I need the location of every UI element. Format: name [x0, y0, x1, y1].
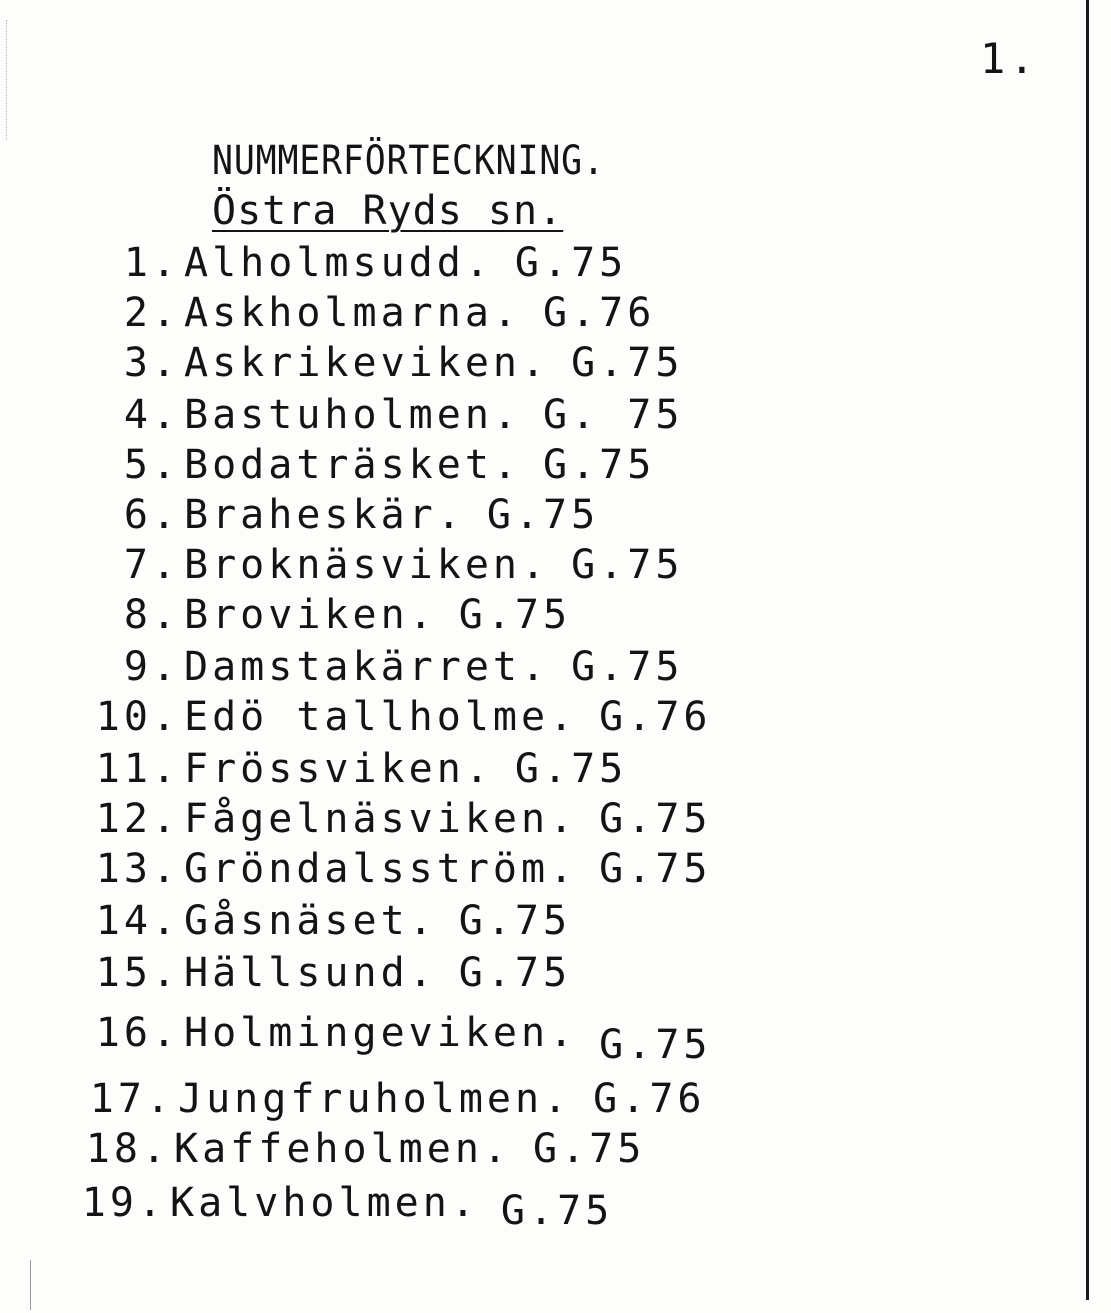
- map-reference: G.75: [486, 492, 600, 538]
- entry-number: 12.: [95, 796, 180, 842]
- list-item: [68, 796, 711, 842]
- place-name: Edö tallholme.: [184, 694, 578, 740]
- list-item: [68, 340, 683, 386]
- list-item: [68, 542, 683, 588]
- entry-number: 5.: [123, 442, 180, 488]
- document-title: NUMMERFÖRTECKNING.: [212, 138, 605, 184]
- map-reference: G.75: [458, 950, 572, 996]
- page-number: 1.: [980, 34, 1039, 83]
- place-name: Gåsnäset.: [184, 898, 437, 944]
- list-item: [68, 392, 683, 438]
- list-item: [68, 290, 655, 336]
- entry-number: 9.: [123, 644, 180, 690]
- place-name: Broviken.: [184, 592, 437, 638]
- right-margin-rule: [1086, 0, 1089, 1300]
- entry-number: 1.: [123, 240, 180, 286]
- list-item: [68, 644, 683, 690]
- entry-number: 16.: [95, 1010, 180, 1056]
- entry-number: 10.: [95, 694, 180, 740]
- place-name: Broknäsviken.: [184, 542, 550, 588]
- entry-number: 14.: [95, 898, 180, 944]
- place-name: Damstakärret.: [184, 644, 550, 690]
- entry-number: 3.: [123, 340, 180, 386]
- entry-number: 13.: [95, 846, 180, 892]
- map-reference: G.75: [532, 1126, 646, 1172]
- map-reference: G.76: [599, 694, 712, 740]
- map-reference: G.75: [514, 746, 628, 792]
- list-item: [68, 746, 627, 792]
- entry-number: 4.: [123, 392, 180, 438]
- place-name: Gröndalsström.: [184, 846, 578, 892]
- list-item: [68, 492, 599, 538]
- list-item: [68, 694, 711, 740]
- place-name: Braheskär.: [184, 492, 465, 538]
- map-reference: G.75: [458, 898, 572, 944]
- list-item: [68, 240, 627, 286]
- entry-number: 11.: [95, 746, 180, 792]
- list-item: [68, 898, 571, 944]
- list-item: [68, 846, 711, 892]
- map-reference: G. 75: [542, 392, 684, 438]
- place-name: Askholmarna.: [184, 290, 521, 336]
- place-name: Frössviken.: [184, 746, 493, 792]
- entry-number: 19.: [81, 1180, 166, 1226]
- place-name: Bastuholmen.: [184, 392, 521, 438]
- map-reference: G.75: [514, 240, 628, 286]
- list-item: [58, 1126, 645, 1172]
- place-name: Kaffeholmen.: [174, 1126, 511, 1172]
- place-name: Fågelnäsviken.: [184, 796, 578, 842]
- list-item: [54, 1180, 614, 1234]
- list-item: [68, 1010, 712, 1068]
- entry-number: 6.: [123, 492, 180, 538]
- map-reference: G.75: [571, 340, 684, 386]
- map-reference: G.76: [542, 290, 656, 336]
- entry-number: 15.: [95, 950, 180, 996]
- map-reference: G.76: [593, 1076, 706, 1122]
- list-item: [68, 442, 655, 488]
- map-reference: G.75: [571, 542, 684, 588]
- place-name: Holmingeviken.: [184, 1010, 578, 1056]
- entry-number: 17.: [89, 1076, 174, 1122]
- list-item: [62, 1076, 705, 1122]
- map-reference: G.75: [571, 644, 684, 690]
- place-name: Jungfruholmen.: [178, 1076, 572, 1122]
- map-reference: G.75: [599, 796, 712, 842]
- map-reference: G.75: [599, 1022, 712, 1068]
- entry-number: 8.: [123, 592, 180, 638]
- map-reference: G.75: [458, 592, 572, 638]
- parish-subtitle: Östra Ryds sn.: [212, 188, 564, 234]
- entry-number: 2.: [123, 290, 180, 336]
- list-item: [68, 950, 571, 996]
- place-name: Askrikeviken.: [184, 340, 550, 386]
- place-name: Bodaträsket.: [184, 442, 521, 488]
- map-reference: G.75: [599, 846, 712, 892]
- list-item: [68, 592, 571, 638]
- place-name: Hällsund.: [184, 950, 437, 996]
- map-reference: G.75: [542, 442, 656, 488]
- place-name: Kalvholmen.: [170, 1180, 479, 1226]
- entry-number: 7.: [123, 542, 180, 588]
- place-name: Alholmsudd.: [184, 240, 493, 286]
- entry-number: 18.: [85, 1126, 170, 1172]
- map-reference: G.75: [500, 1188, 614, 1234]
